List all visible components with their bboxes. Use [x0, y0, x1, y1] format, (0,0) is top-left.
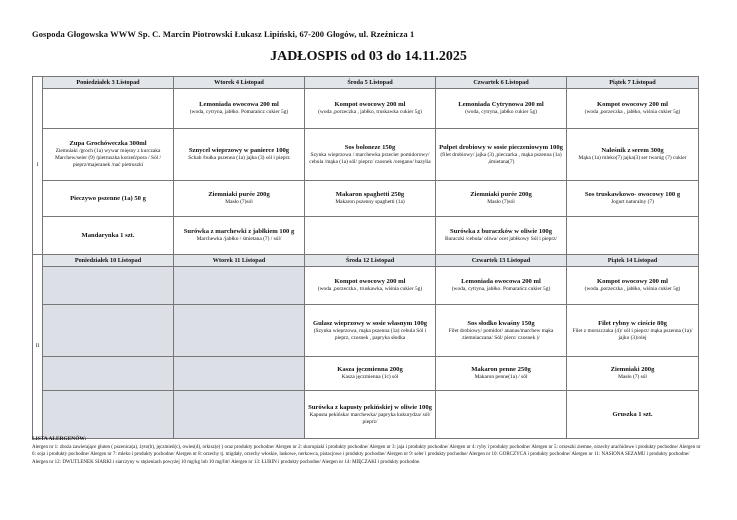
- dish-name: Naleśnik z serem 300g: [601, 147, 664, 154]
- dish-name: Surówka z buraczków w oliwie 100g: [449, 228, 553, 235]
- meal-cell: [436, 217, 567, 255]
- meal-cell: [174, 267, 305, 305]
- meal-cell: [43, 305, 174, 357]
- meal-cell: [436, 89, 567, 129]
- allergen-list-text: Alergen nr 1: zboża zawierające gluten ( pszenica(a), żyto(b), jęczmień(c), owies(d), orkisz(e) ) oraz produkty pochodne/ Alergen nr 2: skorupiaki i produkty pochodne/ Alergen nr 3: jaja i produkty pochodne/ Alergen nr 4: ryby i produkty pochodne/ Alergen nr 5: orzeszki ziemne, orzechy arachidowe i produkty pochodne/ Alergen nr 6: soja i produkty pochodne/ Alergen nr 7: mleko i produkty pochodne/ Alergen nr 8: orzechy tj. migdały, orzechy włoskie, laskowe, nerkowca, pistacjowe i produkty pochodne/ Alergen nr 9: seler i produkty pochodne/ Alergen nr 10: GORCZYCA i produkty pochodne/ Alergen nr 11: NASIONA SEZAMU i produkty pochodne/ Alergen nr 12: DWUTLENEK SIARKI i siarczyny w stężeniach powyżej 10 mg/kg lub 10 mg/litr/ Alergen nr 13: ŁUBIN i produkty pochodne/ Alergen nr 14: MIĘCZAKI i produkty pochodne.: [32, 444, 701, 465]
- restaurant-header: Gospoda Głogowska WWW Sp. C. Marcin Piotrowski Łukasz Lipiński, 67-200 Głogów, ul. Rzeźnicza 1: [32, 29, 415, 39]
- meal-cell: [43, 181, 174, 217]
- meal-row: [33, 357, 699, 391]
- dish-name: Mandarynka 1 szt.: [81, 231, 135, 239]
- meal-row: [33, 305, 699, 357]
- meal-cell: [174, 305, 305, 357]
- meal-cell: [43, 357, 174, 391]
- dish-ingredients: (woda ,porzeczka , jabłko, truskawka cukier 5g): [318, 109, 422, 115]
- day-header: Środa 5 Listopad: [305, 77, 436, 89]
- meal-cell: [567, 357, 699, 391]
- meal-cell: [174, 89, 305, 129]
- day-header: Piątek 14 Listopad: [567, 255, 699, 267]
- meal-cell: [436, 181, 567, 217]
- dish-ingredients: Kapusta pekińska/ marchewka/ papryka kukurydza/ sól/ pieprz/: [309, 411, 431, 425]
- dish-ingredients: (woda ,porzeczka , jabłko, wiśnia cukier 5g): [584, 286, 681, 292]
- dish-ingredients: Buraczki /cebula/ oliwa/ ocet jabłkowy Sól i pieprz/: [444, 236, 558, 242]
- day-header: Czwartek 6 Listopad: [436, 77, 567, 89]
- meal-cell: [305, 89, 436, 129]
- dish-name: Surówka z kapusty pekińskiej w oliwie 100g: [308, 403, 432, 411]
- meal-cell: [567, 305, 699, 357]
- dish-name: Lemoniada owocowa 200 ml: [199, 101, 279, 108]
- meal-cell: [305, 305, 436, 357]
- dish-name: Surówka z marchewki z jabłkiem 100 g: [183, 228, 295, 235]
- meal-row: [33, 391, 699, 439]
- meal-cell: [567, 129, 699, 181]
- meal-cell: [43, 89, 174, 129]
- dish-ingredients: (woda ,porzeczka , truskawka, wiśnia cukier 5g): [317, 286, 423, 292]
- day-header: Wtorek 11 Listopad: [174, 255, 305, 267]
- dish-ingredients: (woda, cytryna, jabłko cukier 5g): [465, 109, 537, 115]
- dish-name: Kompot owocowy 200 ml: [334, 101, 406, 108]
- meal-cell: [305, 217, 436, 255]
- dish-name: Ziemniaki 200g: [610, 366, 655, 373]
- meal-row: [33, 267, 699, 305]
- dish-ingredients: Ziemniaki /groch (1a) wywar mięsny z kurczaka Marchew/seler (9) /pietruszka korzeń/pora / Sól / pieprz/majeranek /nać pietruszki: [55, 148, 161, 168]
- dish-name: Zupa Grochóweczka 300ml: [69, 140, 147, 147]
- dish-ingredients: (filet drobiowy/ jajka (3) ,pieczarka , mąka pszenna (1a) ,śmietana(7): [440, 151, 562, 165]
- allergen-list-label: LISTA ALERGENÓW:: [32, 436, 87, 442]
- day-header: Wtorek 4 Listopad: [174, 77, 305, 89]
- dish-name: Filet rybny w cieście 80g: [598, 319, 667, 327]
- meal-cell: [436, 391, 567, 439]
- day-header: Czwartek 13 Listopad: [436, 255, 567, 267]
- meal-cell: [43, 217, 174, 255]
- meal-cell: [436, 267, 567, 305]
- menu-title: JADŁOSPIS od 03 do 14.11.2025: [270, 49, 467, 64]
- dish-ingredients: Makaron penne(1a) / sól: [474, 374, 528, 380]
- dish-name: Kasza jęczmienna 200g: [337, 366, 403, 373]
- meal-cell: [174, 217, 305, 255]
- meal-row: [33, 181, 699, 217]
- dish-name: Sos słodko kwaśny 150g: [467, 319, 535, 327]
- dish-name: Gulasz wieprzowy w sosie własnym 100g: [312, 319, 428, 327]
- meal-cell: [43, 267, 174, 305]
- dish-ingredients: Kasza jęczmienna (1c) sól: [341, 374, 399, 380]
- week-header-row: [33, 255, 699, 267]
- dish-name: Makaron penne 250g: [471, 366, 531, 373]
- meal-cell: [305, 267, 436, 305]
- meal-cell: [305, 181, 436, 217]
- dish-name: Ziemniaki purée 200g: [208, 191, 270, 198]
- meal-row: [33, 89, 699, 129]
- dish-name: Pulpet drobiowy w sosie pieczeniowym 100g: [439, 143, 563, 151]
- meal-cell: [567, 89, 699, 129]
- dish-name: Kompot owocowy 200 ml: [334, 278, 406, 285]
- meal-row: [33, 217, 699, 255]
- day-header: Środa 12 Listopad: [305, 255, 436, 267]
- dish-ingredients: (woda ,porzeczka , jabłko, wiśnia cukier 5g): [584, 109, 681, 115]
- meal-cell: [43, 129, 174, 181]
- dish-name: Sznycel wieprzowy w panierce 100g: [188, 147, 290, 154]
- menu-table: [32, 76, 699, 439]
- dish-ingredients: Masło (7)sól: [225, 199, 253, 205]
- week-label: II: [33, 255, 43, 439]
- week-header-row: [33, 77, 699, 89]
- meal-cell: [567, 181, 699, 217]
- dish-name: Sos boloneze 150g: [344, 143, 396, 151]
- meal-cell: [305, 129, 436, 181]
- dish-ingredients: Jogurt naturalny (7): [611, 199, 654, 205]
- meal-cell: [174, 391, 305, 439]
- dish-ingredients: Mąka (1a) mleko(7) jajka(3) ser twaróg (7) cukier: [578, 155, 687, 161]
- dish-ingredients: (woda, cytryna, jabłko. Pomarańcz cukier 5g): [451, 286, 551, 292]
- day-header: Poniedziałek 10 Listopad: [43, 255, 174, 267]
- dish-name: Kompot owocowy 200 ml: [597, 101, 668, 108]
- dish-name: Pieczywo pszenne (1a) 50 g: [70, 194, 146, 202]
- dish-name: Gruszka 1 szt.: [612, 410, 653, 418]
- meal-cell: [305, 357, 436, 391]
- meal-cell: [567, 217, 699, 255]
- meal-cell: [567, 267, 699, 305]
- dish-ingredients: Marchewka /jabłko / śmietana (7) / sól/: [196, 236, 282, 242]
- meal-cell: [436, 129, 567, 181]
- dish-ingredients: Masło (7)sól: [487, 199, 515, 205]
- meal-cell: [174, 181, 305, 217]
- meal-row: [33, 129, 699, 181]
- meal-cell: [567, 391, 699, 439]
- dish-name: Kompot owocowy 200 ml: [597, 278, 668, 285]
- day-header: Poniedziałek 3 Listopad: [43, 77, 174, 89]
- dish-ingredients: Filet z morszczuka (4)/ sól i pieprz/ mąka pszenna (1a)/ jajko (3)/olej: [572, 327, 693, 341]
- dish-name: Makaron spaghetti 250g: [335, 191, 405, 198]
- dish-name: Lemoniada Cytrynowa 200 ml: [458, 101, 544, 108]
- meal-cell: [436, 357, 567, 391]
- meal-cell: [43, 391, 174, 439]
- dish-ingredients: Filet drobiowy/ pomidor/ ananas/marchew mąka ziemniaczana/ Sól/ pierz/ czosnek )/: [448, 327, 554, 341]
- day-header: Piątek 7 Listopad: [567, 77, 699, 89]
- dish-ingredients: (woda, cytryna, jabłko. Pomarańcz cukier 5g): [189, 109, 289, 115]
- allergen-list: [32, 436, 704, 466]
- dish-name: Ziemniaki purée 200g: [470, 191, 532, 198]
- dish-ingredients: Schab /bułka pszenna (1a) jajka (3) sól i pieprz: [188, 155, 290, 161]
- dish-ingredients: Masło (7) sól: [618, 374, 647, 380]
- meal-cell: [305, 391, 436, 439]
- meal-cell: [174, 357, 305, 391]
- meal-cell: [174, 129, 305, 181]
- dish-name: Sos truskawkowo- owocowy 100 g: [584, 191, 681, 198]
- week-label: I: [33, 77, 43, 255]
- dish-name: Lemoniada owocowa 200 ml: [461, 278, 541, 285]
- dish-ingredients: Makaron pszenny spaghetti (1a): [335, 199, 405, 205]
- menu-table-body: [33, 77, 699, 439]
- meal-cell: [436, 305, 567, 357]
- dish-ingredients: Szynka wieprzowa / marchewka przecier pomidorowy/ cebula /mąka (1a) sól/ pieprz/ czosnek /oregano/ bazylia: [309, 151, 431, 165]
- dish-ingredients: (Szynka wieprzowa, mąka pszenna (1a) cebula Sól i pieprz, czosnek , papryka słodka: [313, 327, 427, 341]
